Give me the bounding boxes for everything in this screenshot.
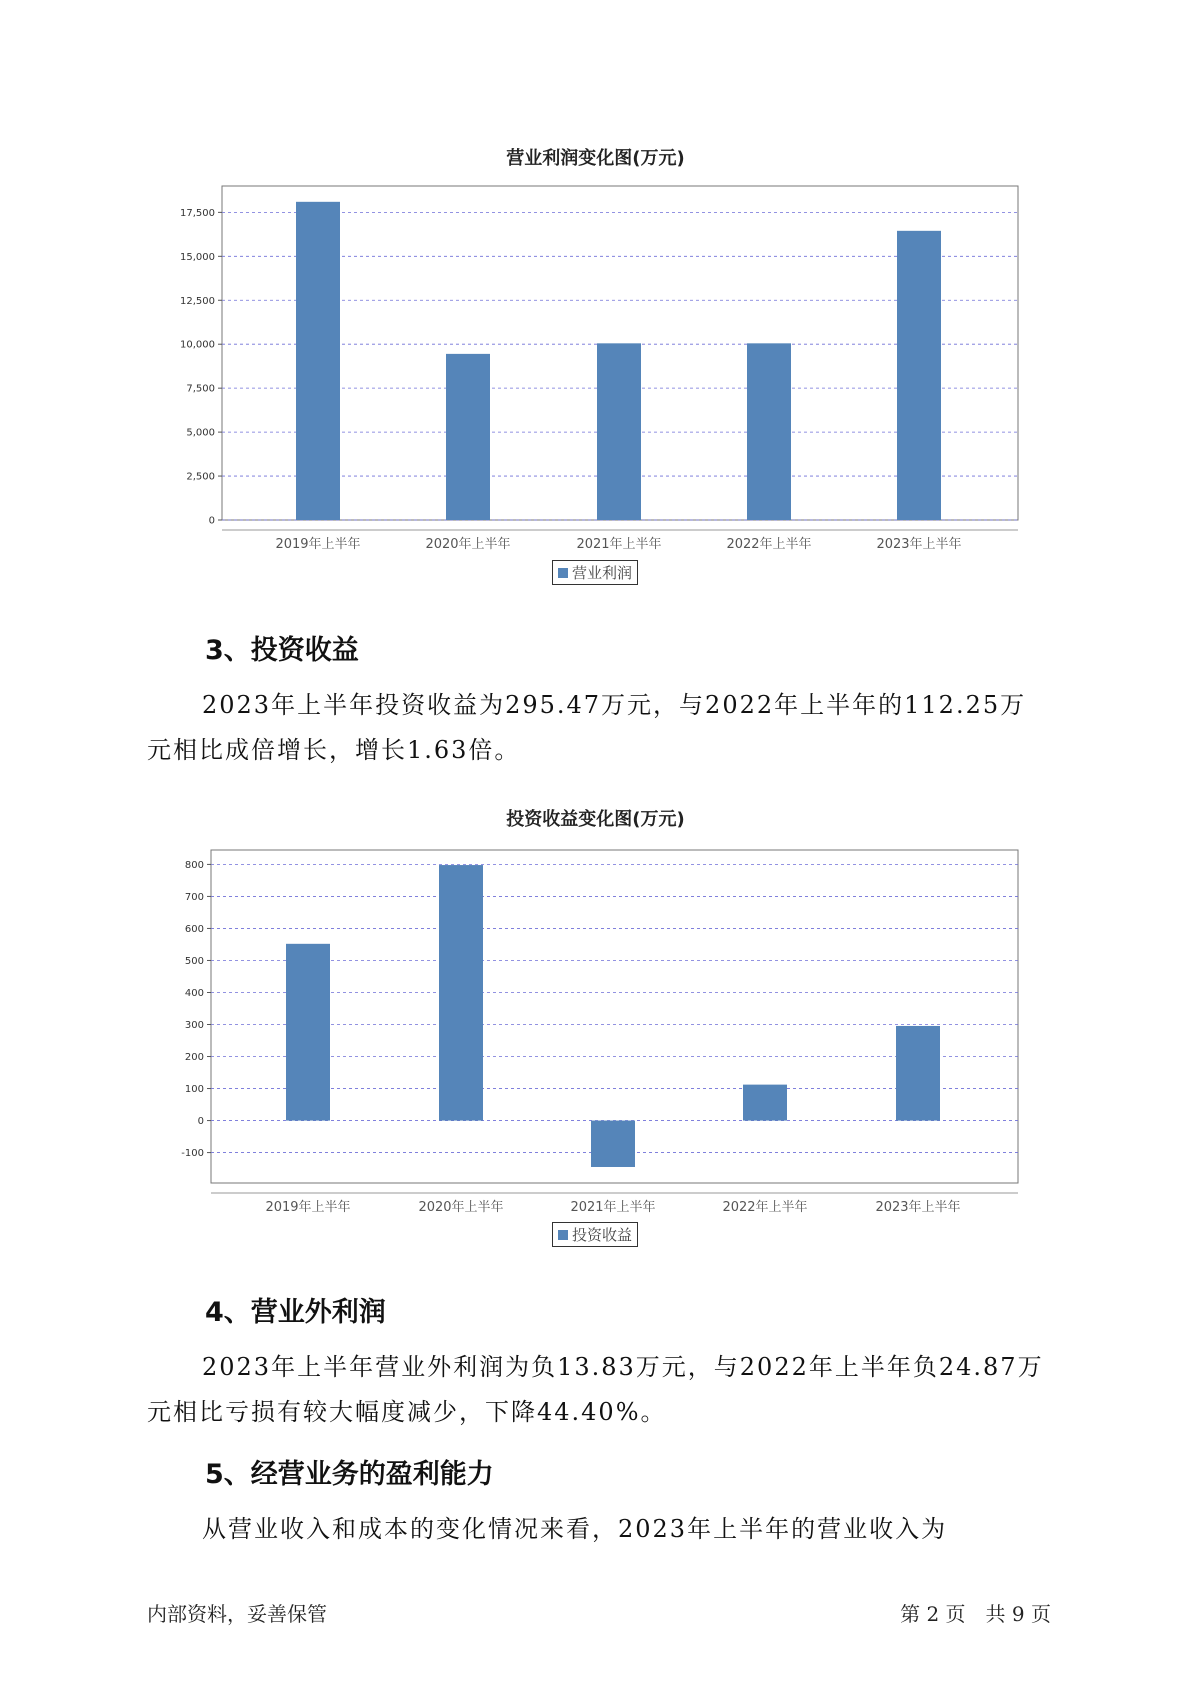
legend-swatch	[558, 568, 568, 578]
y-tick-label: 200	[184, 1052, 204, 1064]
x-tick-label: 2020年上半年	[425, 537, 511, 552]
y-tick-label: 17,500	[180, 207, 215, 219]
investment-income-chart	[0, 840, 1191, 1223]
y-tick-label: 10,000	[180, 339, 215, 351]
y-tick-label: 100	[184, 1084, 204, 1096]
bar	[896, 1026, 940, 1121]
y-tick-label: 7,500	[186, 383, 215, 395]
bar	[286, 944, 330, 1121]
chart-legend-operating-profit	[552, 560, 638, 585]
chart-title-investment-income: 投资收益变化图(万元)	[506, 809, 685, 830]
section-heading-investment-income: 3、投资收益	[205, 635, 359, 666]
legend-swatch	[558, 1230, 568, 1240]
y-tick-label: 15,000	[180, 251, 215, 263]
bar	[439, 865, 483, 1121]
y-tick-label: 12,500	[180, 295, 215, 307]
bar	[591, 1121, 635, 1167]
section-paragraph-business-profitability: 从营业收入和成本的变化情况来看，2023年上半年的营业收入为	[202, 1515, 948, 1543]
y-tick-label: 400	[184, 987, 204, 999]
x-tick-label: 2019年上半年	[265, 1200, 351, 1215]
bar	[446, 354, 490, 520]
y-tick-label: 5,000	[186, 427, 215, 439]
bar	[747, 343, 791, 520]
x-tick-label: 2020年上半年	[418, 1200, 504, 1215]
bar	[897, 231, 941, 520]
section-paragraph-non-operating-profit: 2023年上半年营业外利润为负13.83万元，与2022年上半年负24.87万元相比亏损有较大幅度减少，下降44.40%。	[147, 1353, 1044, 1426]
y-tick-label: 800	[184, 859, 204, 871]
bar	[597, 343, 641, 520]
chart-title-operating-profit: 营业利润变化图(万元)	[506, 148, 685, 169]
x-tick-label: 2021年上半年	[576, 537, 662, 552]
section-paragraph-investment-income: 2023年上半年投资收益为295.47万元，与2022年上半年的112.25万元相比成倍增长，增长1.63倍。	[147, 691, 1027, 764]
legend-label: 投资收益	[572, 1226, 633, 1244]
x-tick-label: 2022年上半年	[726, 537, 812, 552]
section-heading-business-profitability: 5、经营业务的盈利能力	[205, 1459, 494, 1490]
y-tick-label: 700	[184, 891, 204, 903]
footer-page-number: 第 2 页 共 9 页	[900, 1602, 1051, 1626]
y-tick-label: -100	[181, 1148, 204, 1160]
x-tick-label: 2023年上半年	[875, 1200, 961, 1215]
y-tick-label: 600	[184, 923, 204, 935]
section-heading-non-operating-profit: 4、营业外利润	[205, 1297, 386, 1328]
x-tick-label: 2022年上半年	[722, 1200, 808, 1215]
operating-profit-chart	[0, 180, 1191, 560]
chart-legend-investment-income	[552, 1222, 638, 1247]
x-tick-label: 2021年上半年	[570, 1200, 656, 1215]
footer-confidential-note: 内部资料，妥善保管	[147, 1602, 327, 1626]
y-tick-label: 0	[197, 1116, 204, 1128]
x-tick-label: 2023年上半年	[876, 537, 962, 552]
y-tick-label: 0	[208, 515, 215, 527]
y-tick-label: 500	[184, 955, 204, 967]
x-tick-label: 2019年上半年	[275, 537, 361, 552]
y-tick-label: 2,500	[186, 471, 215, 483]
legend-label: 营业利润	[572, 564, 633, 582]
bar	[296, 202, 340, 520]
y-tick-label: 300	[184, 1020, 204, 1032]
bar	[743, 1085, 787, 1121]
